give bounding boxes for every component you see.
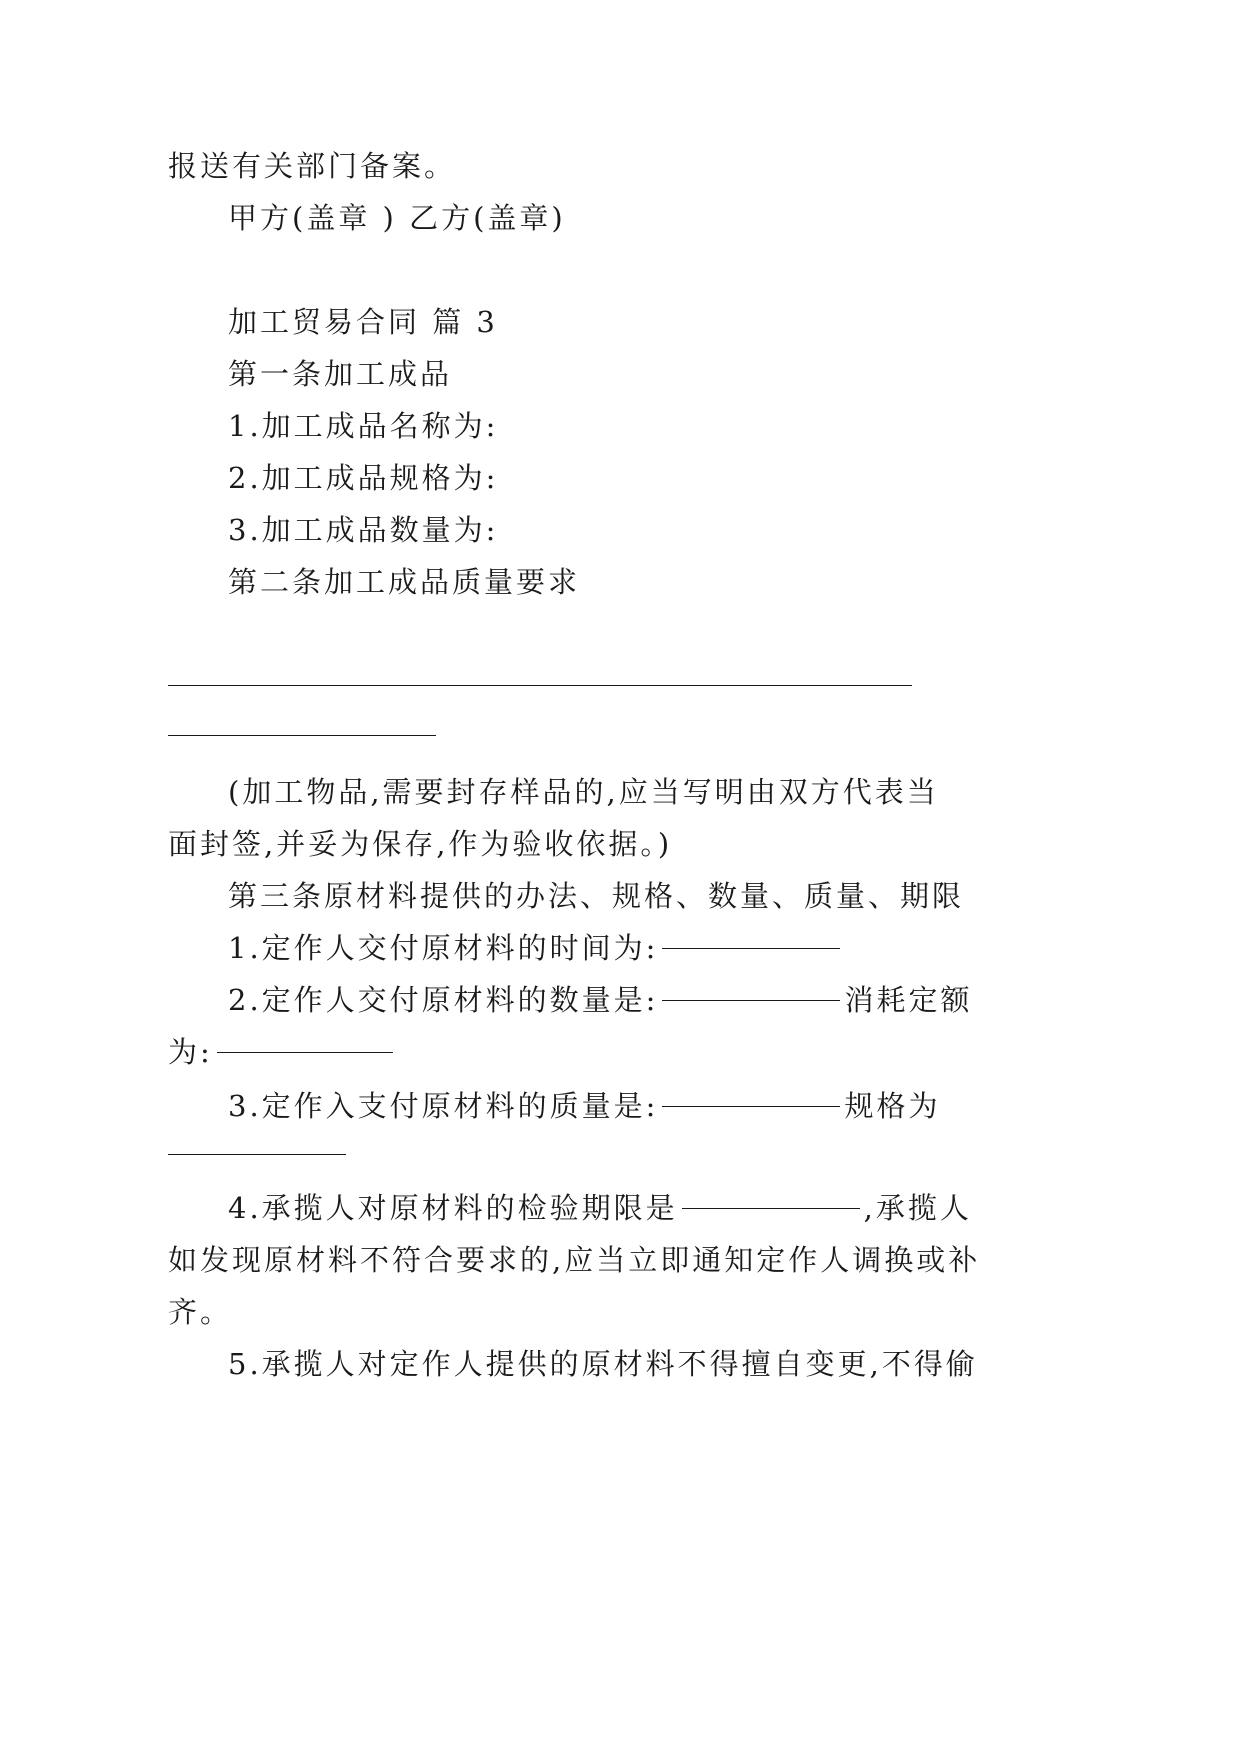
- item-3-text-b: 规格为: [844, 1089, 941, 1123]
- note-line-2: 面封签,并妥为保存,作为验收依据。): [168, 827, 673, 861]
- article-1-heading: 第一条加工成品: [228, 357, 453, 391]
- blank-rule-short: [168, 735, 436, 736]
- article-3-item-2-cont: [168, 1032, 397, 1072]
- blank-rule: [662, 948, 840, 949]
- item-2-text-b: 消耗定额: [844, 983, 973, 1017]
- note-line-1: (加工物品,需要封存样品的,应当写明由双方代表当: [228, 775, 939, 809]
- item-2-text: 2.定作人交付原材料的数量是:: [228, 983, 659, 1017]
- blank-rule: [217, 1052, 393, 1053]
- article-1-item-1: 1.加工成品名称为:: [228, 409, 499, 443]
- article-2-heading: 第二条加工成品质量要求: [228, 565, 581, 599]
- article-3-item-4-end: 齐。: [168, 1295, 233, 1329]
- item-1-text: 1.定作人交付原材料的时间为:: [228, 931, 659, 965]
- blank-rule: [682, 1208, 860, 1209]
- contract-title: 加工贸易合同 篇 3: [228, 305, 498, 339]
- blank-rule-long: [168, 685, 912, 686]
- signature-line: 甲方(盖章 ) 乙方(盖章): [228, 201, 566, 235]
- text-line-tail: 报送有关部门备案。: [168, 149, 457, 183]
- blank-rule-item-3: [168, 1154, 346, 1155]
- article-3-item-5: 5.承揽人对定作人提供的原材料不得擅自变更,不得偷: [228, 1347, 978, 1381]
- article-1-item-3: 3.加工成品数量为:: [228, 513, 499, 547]
- item-4-text: 4.承揽人对原材料的检验期限是: [228, 1191, 678, 1225]
- blank-rule: [662, 1106, 840, 1107]
- item-3-text: 3.定作入支付原材料的质量是:: [228, 1089, 659, 1123]
- article-1-item-2: 2.加工成品规格为:: [228, 461, 499, 495]
- article-3-item-3: [228, 1086, 940, 1126]
- blank-rule: [662, 1000, 840, 1001]
- article-3-item-2: [228, 980, 972, 1020]
- item-2-text-c: 为:: [168, 1035, 213, 1069]
- article-3-item-1: [228, 928, 844, 968]
- article-3-item-4: [228, 1188, 972, 1228]
- article-3-item-4-cont: 如发现原材料不符合要求的,应当立即通知定作人调换或补: [168, 1243, 981, 1277]
- article-3-heading: 第三条原材料提供的办法、规格、数量、质量、期限: [228, 879, 965, 913]
- item-4-text-b: ,承揽人: [863, 1191, 972, 1225]
